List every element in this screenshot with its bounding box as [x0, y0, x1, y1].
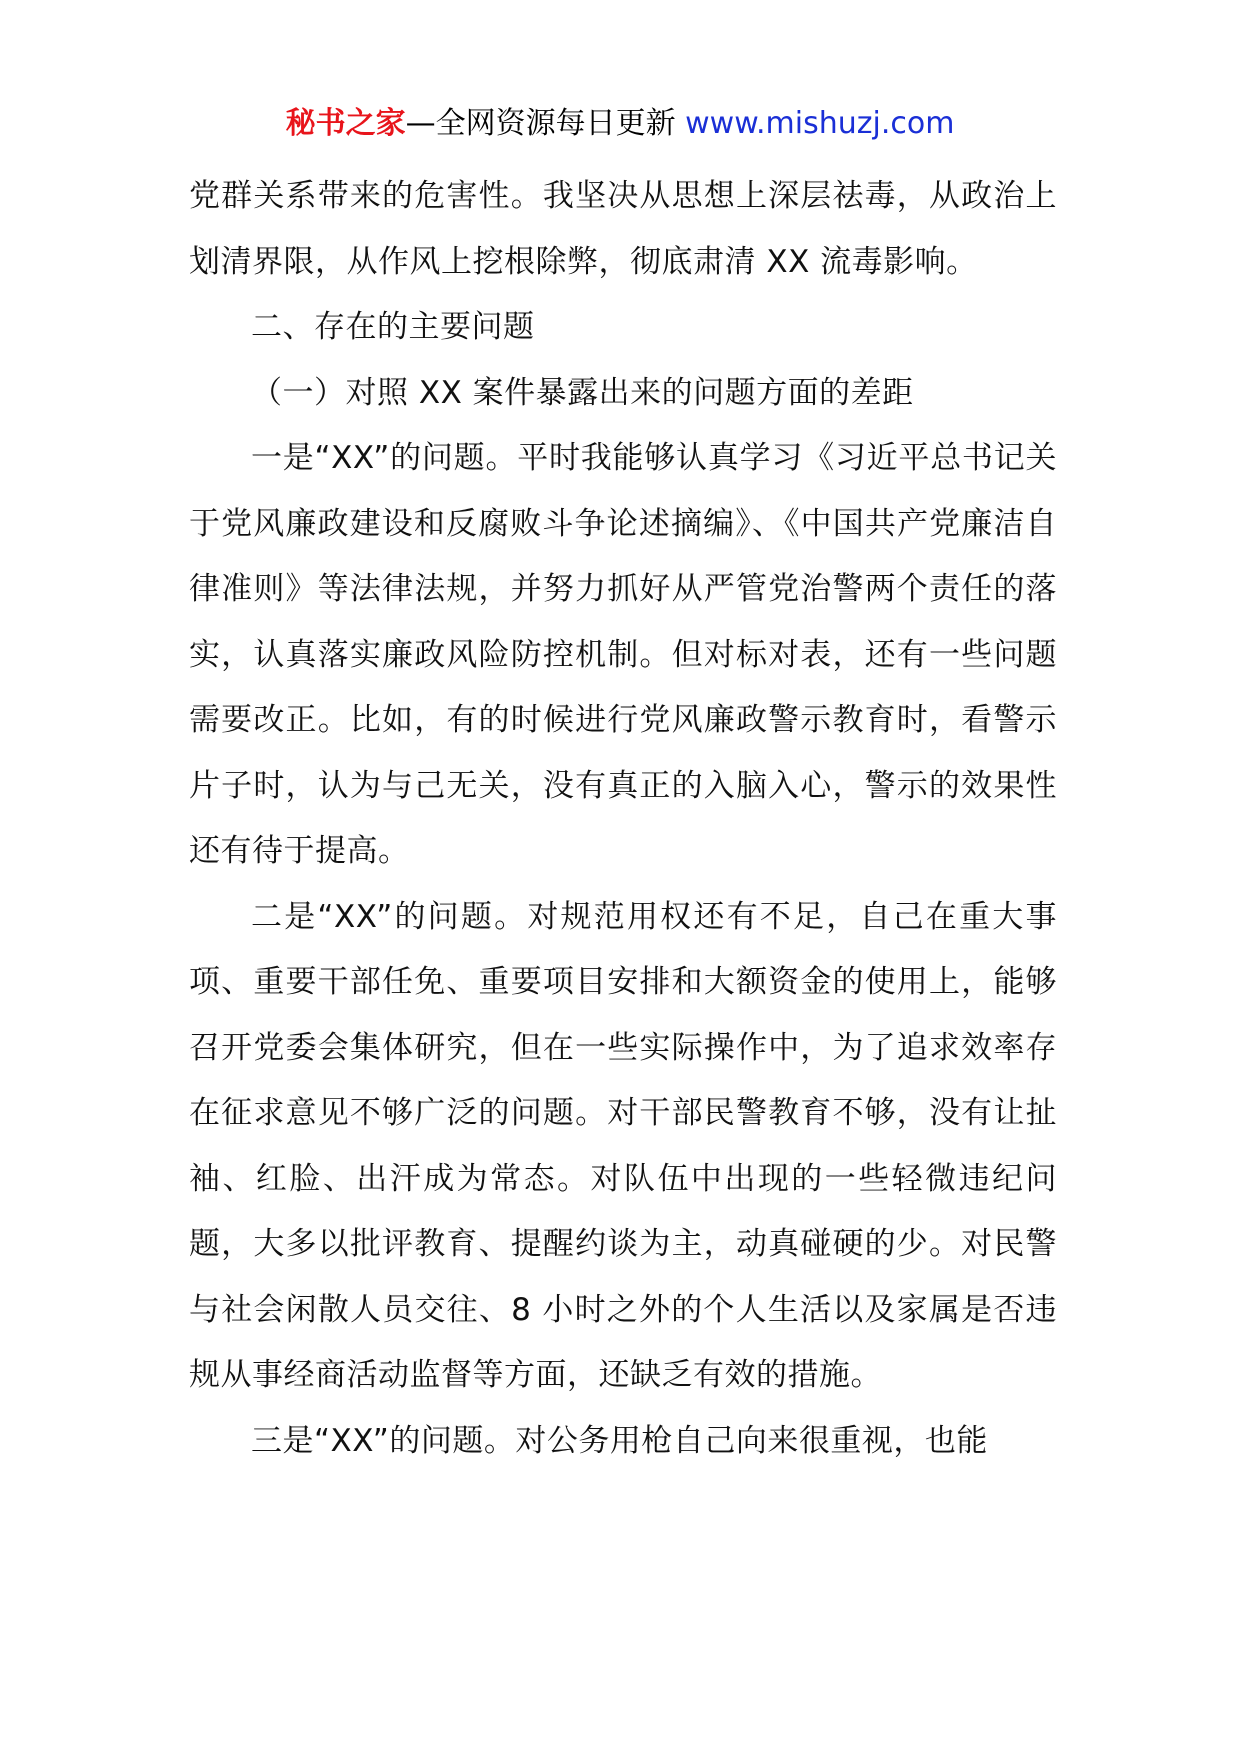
brand-name: 秘书之家	[285, 106, 406, 141]
subsection-heading: （一）对照 XX 案件暴露出来的问题方面的差距	[251, 374, 914, 411]
paragraph-issue-two: 二是“XX”的问题。对规范用权还有不足，自己在重大事项、重要干部任免、重要项目安排和大额资金的使用上，能够召开党委会集体研究，但在一些实际操作中，为了追求效率存在征求意见不够广泛的问题。对干部民警教育不够，没有让扯袖、红脸、出汗成为常态。对队伍中出现的一些轻微违纪问题，大多以批评教育、提醒约谈为主，动真碰硬的少。对民警与社会闲散人员交往、8 小时之外的个人生活以及家属是否违规从事经商活动监督等方面，还缺乏有效的措施。	[189, 898, 1057, 1393]
paragraph-continuation: 党群关系带来的危害性。我坚决从思想上深层祛毒，从政治上划清界限，从作风上挖根除弊，彻底肃清 XX 流毒影响。	[189, 178, 1057, 280]
site-url: www.mishuzj.com	[685, 106, 955, 141]
watermark-header	[0, 100, 1240, 148]
paragraph-issue-one: 一是“XX”的问题。平时我能够认真学习《习近平总书记关于党风廉政建设和反腐败斗争论述摘编》、《中国共产党廉洁自律准则》等法律法规，并努力抓好从严管党治警两个责任的落实，认真落实廉政风险防控机制。但对标对表，还有一些问题需要改正。比如，有的时候进行党风廉政警示教育时，看警示片子时，认为与己无关，没有真正的入脑入心，警示的效果性还有待于提高。	[189, 440, 1057, 869]
paragraph-issue-three: 三是“XX”的问题。对公务用枪自己向来很重视，也能	[251, 1422, 988, 1459]
section-heading: 二、存在的主要问题	[251, 309, 535, 345]
document-body	[189, 164, 1057, 1474]
header-slogan: —全网资源每日更新	[405, 106, 686, 141]
